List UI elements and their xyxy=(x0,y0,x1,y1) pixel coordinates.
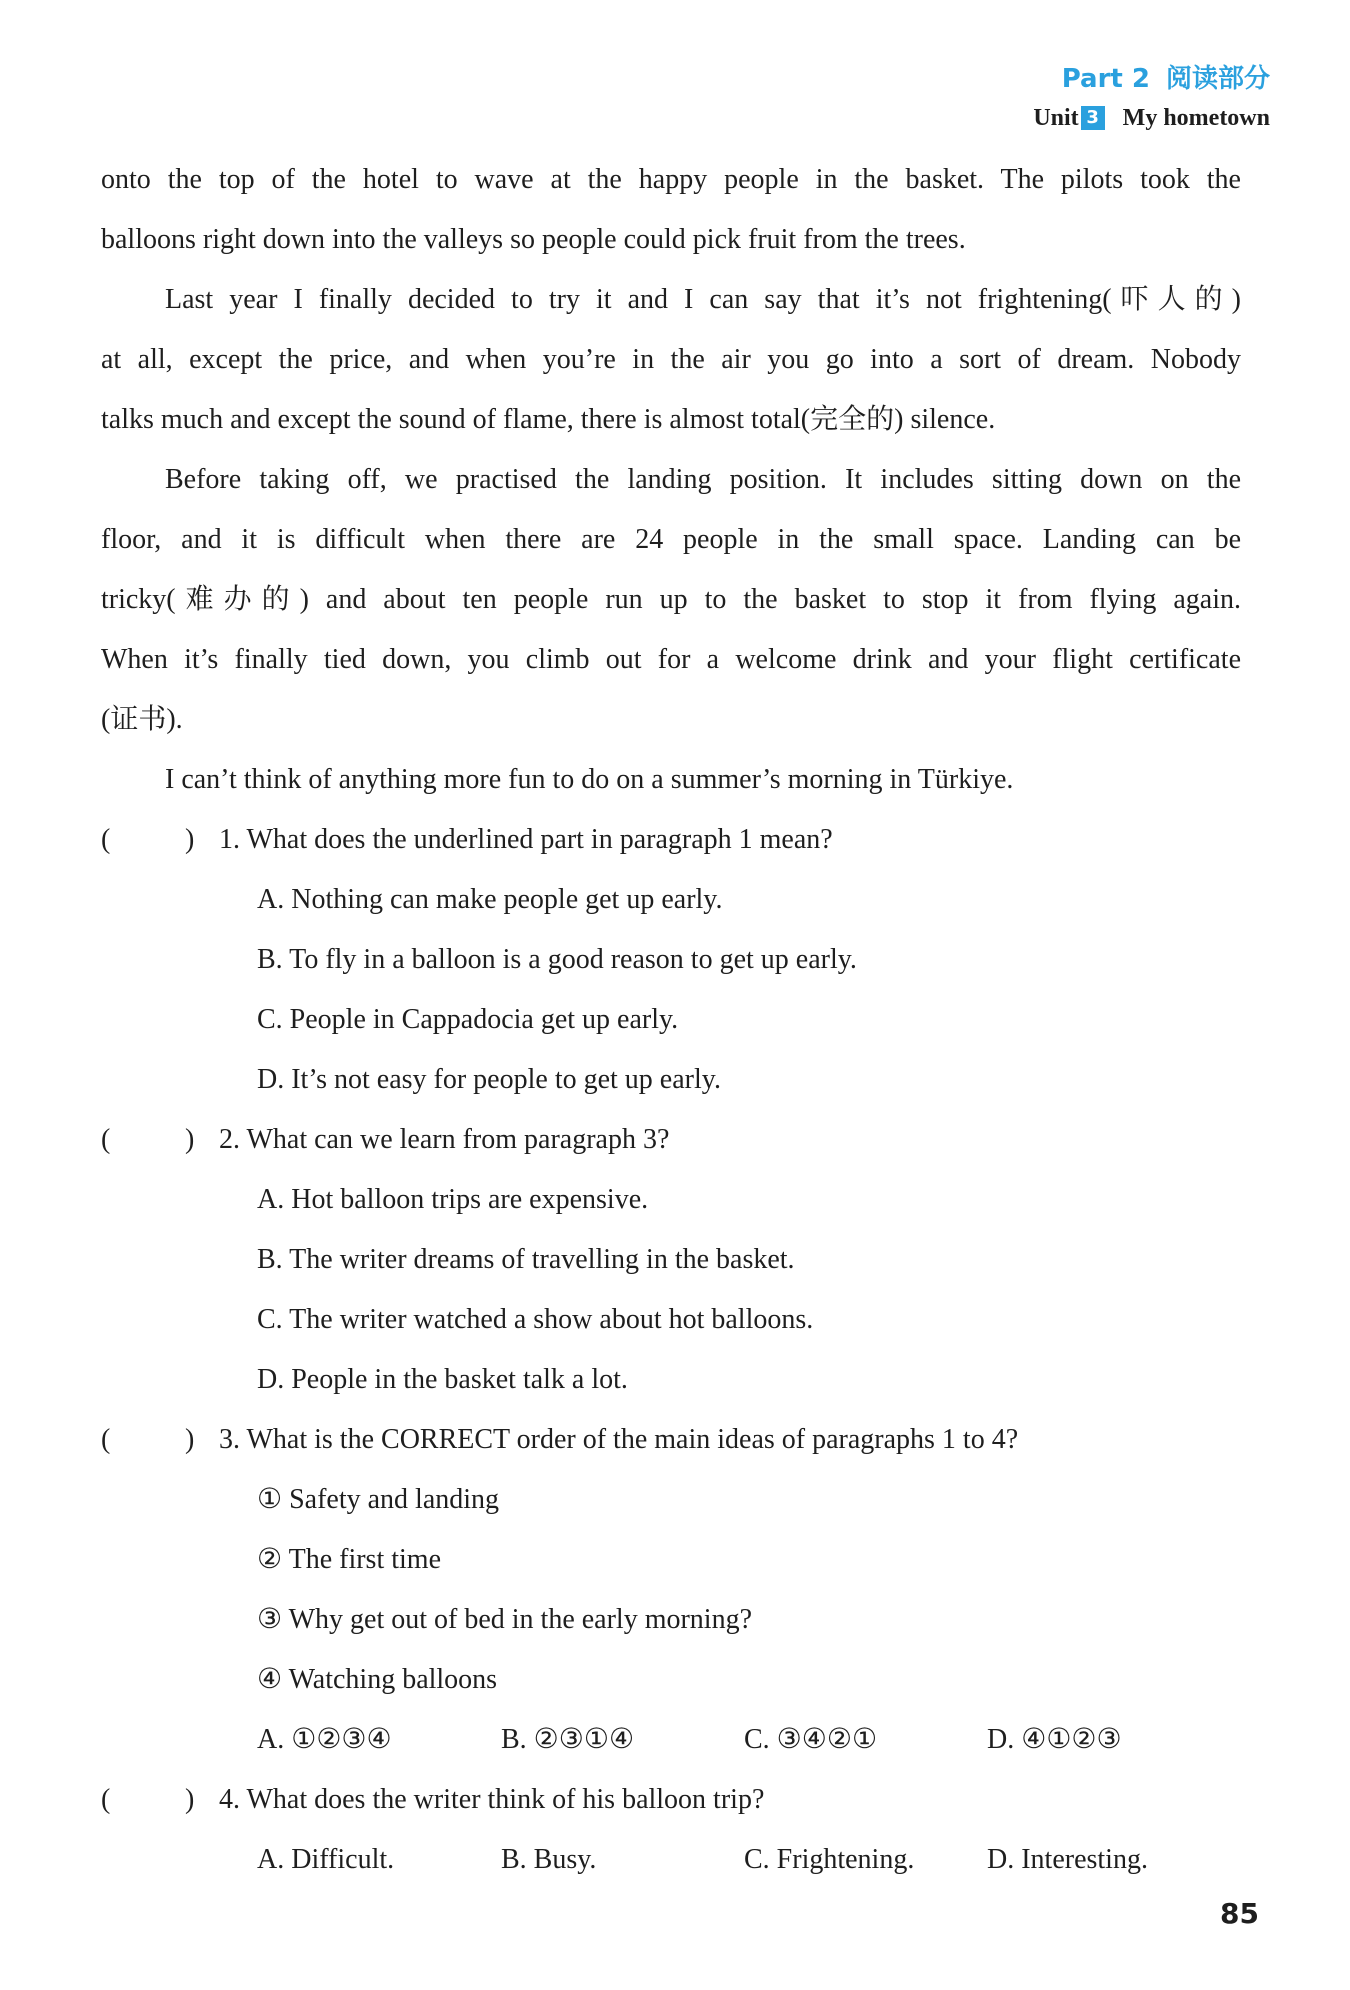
answer-options-row xyxy=(101,1710,1241,1770)
question-stem xyxy=(101,1110,1241,1170)
answer-bracket-close[interactable]: ) xyxy=(185,1784,195,1815)
passage-line: onto the top of the hotel to wave at the happy people in the basket. The pilots took the xyxy=(101,164,1241,195)
answer-option: D. It’s not easy for people to get up early. xyxy=(257,1064,721,1095)
passage-line: floor, and it is difficult when there are 24 people in the small space. Landing can be xyxy=(101,524,1241,555)
answer-option: C. The writer watched a show about hot balloons. xyxy=(257,1304,814,1335)
passage-line: (证书). xyxy=(101,704,183,735)
question-text: 2. What can we learn from paragraph 3? xyxy=(219,1124,670,1155)
answer-option: C. People in Cappadocia get up early. xyxy=(257,1004,679,1035)
main-idea-item: ④ Watching balloons xyxy=(257,1664,498,1695)
answer-bracket-close[interactable]: ) xyxy=(185,824,195,855)
answer-options-row xyxy=(101,1830,1241,1890)
answer-option: A. Difficult. xyxy=(257,1844,395,1875)
answer-option: D. People in the basket talk a lot. xyxy=(257,1364,628,1395)
answer-bracket-close[interactable]: ) xyxy=(185,1424,195,1455)
main-idea-item: ③ Why get out of bed in the early morning? xyxy=(257,1604,753,1635)
passage-line: I can’t think of anything more fun to do on a summer’s morning in Türkiye. xyxy=(165,764,1014,795)
question-4 xyxy=(101,1770,1241,1890)
unit-heading xyxy=(1033,102,1270,134)
passage-line: Last year I finally decided to try it and I can say that it’s not frightening(吓人的) xyxy=(165,284,1241,315)
passage-line: at all, except the price, and when you’re in the air you go into a sort of dream. Nobody xyxy=(101,344,1241,375)
answer-option: A. Hot balloon trips are expensive. xyxy=(257,1184,649,1215)
question-stem xyxy=(101,810,1241,870)
question-2 xyxy=(101,1110,1241,1410)
section-label: 阅读部分 xyxy=(1165,64,1270,94)
question-text: 3. What is the CORRECT order of the main ideas of paragraphs 1 to 4? xyxy=(219,1424,1019,1455)
passage-line: talks much and except the sound of flame, there is almost total(完全的) silence. xyxy=(101,404,996,435)
question-3 xyxy=(101,1410,1241,1770)
unit-number-badge: 3 xyxy=(1081,106,1105,130)
unit-title: My hometown xyxy=(1122,105,1270,131)
part-heading xyxy=(1033,62,1270,96)
answer-option: B. ②③①④ xyxy=(501,1724,635,1755)
main-idea-item: ① Safety and landing xyxy=(257,1484,500,1515)
answer-option: C. ③④②① xyxy=(744,1724,878,1755)
answer-option: D. Interesting. xyxy=(987,1844,1148,1875)
answer-option: C. Frightening. xyxy=(744,1844,915,1875)
passage-line: When it’s finally tied down, you climb out for a welcome drink and your flight certificate xyxy=(101,644,1241,675)
answer-option: B. The writer dreams of travelling in the basket. xyxy=(257,1244,795,1275)
unit-word: Unit xyxy=(1033,105,1079,131)
answer-option: D. ④①②③ xyxy=(987,1724,1122,1755)
page-number: 85 xyxy=(1220,1897,1259,1930)
answer-option: B. To fly in a balloon is a good reason to get up early. xyxy=(257,944,857,975)
question-1 xyxy=(101,810,1241,1110)
passage-line: Before taking off, we practised the landing position. It includes sitting down on the xyxy=(165,464,1241,495)
question-stem xyxy=(101,1770,1241,1830)
main-idea-item: ② The first time xyxy=(257,1544,441,1575)
answer-option: A. ①②③④ xyxy=(257,1724,392,1755)
page-content xyxy=(101,150,1241,1890)
passage-line: tricky(难办的) and about ten people run up to the basket to stop it from flying again. xyxy=(101,584,1241,615)
answer-bracket-close[interactable]: ) xyxy=(185,1124,195,1155)
page-header xyxy=(1033,62,1270,134)
answer-option: A. Nothing can make people get up early. xyxy=(257,884,723,915)
question-text: 4. What does the writer think of his balloon trip? xyxy=(219,1784,765,1815)
answer-bracket-open[interactable]: ( xyxy=(101,824,111,855)
answer-bracket-open[interactable]: ( xyxy=(101,1784,111,1815)
answer-bracket-open[interactable]: ( xyxy=(101,1424,111,1455)
reading-passage xyxy=(101,150,1241,810)
part-label: Part 2 xyxy=(1061,64,1150,94)
question-text: 1. What does the underlined part in paragraph 1 mean? xyxy=(219,824,833,855)
passage-line: balloons right down into the valleys so people could pick fruit from the trees. xyxy=(101,224,966,255)
question-stem xyxy=(101,1410,1241,1470)
answer-option: B. Busy. xyxy=(501,1844,597,1875)
answer-bracket-open[interactable]: ( xyxy=(101,1124,111,1155)
